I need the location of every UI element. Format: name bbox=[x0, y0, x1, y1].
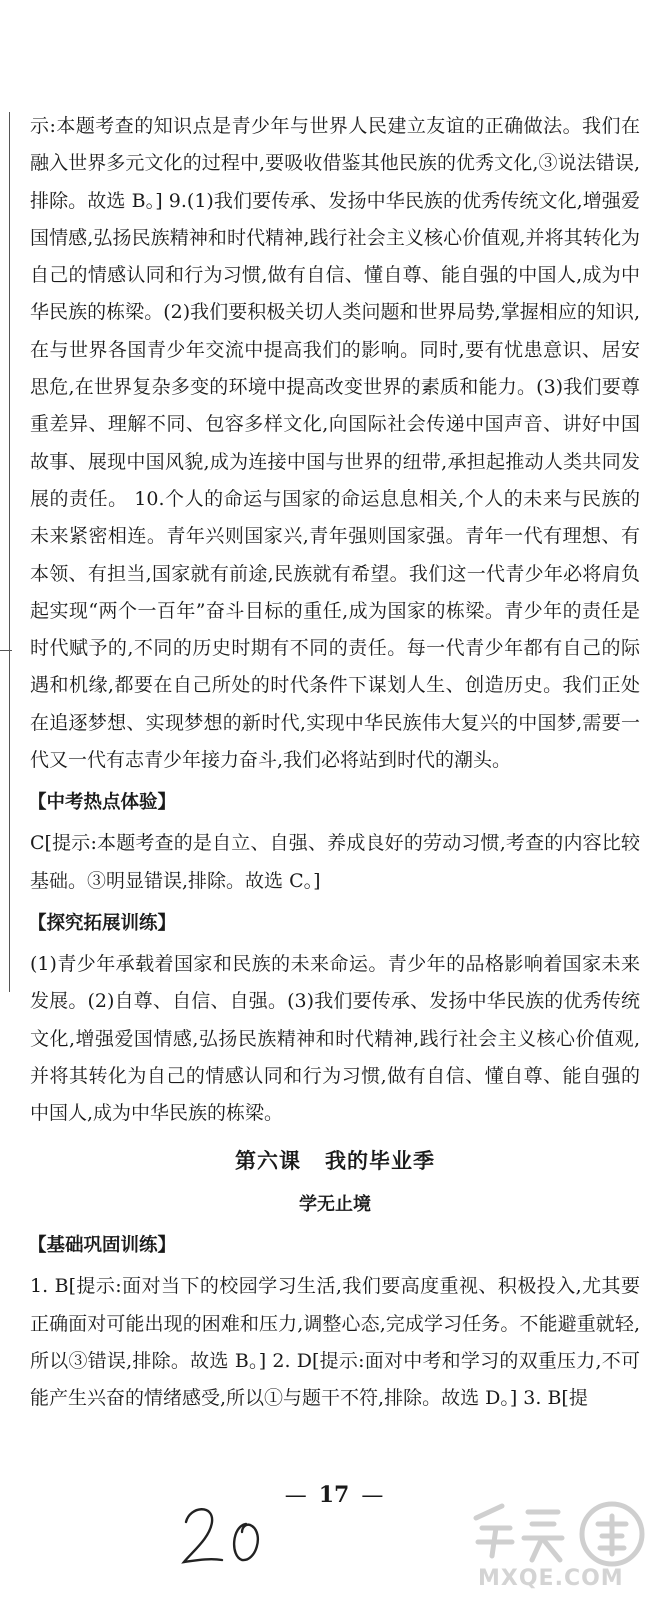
margin-tick bbox=[0, 650, 12, 651]
margin-rule bbox=[9, 112, 10, 992]
section-heading-basic: 【基础巩固训练】 bbox=[28, 1235, 177, 1257]
page-number-dash-left: — bbox=[284, 1483, 307, 1508]
section-heading-explore: 【探究拓展训练】 bbox=[28, 912, 177, 934]
page-number-value: 17 bbox=[318, 1482, 350, 1508]
section-heading-exam-label: 中考热点体验 bbox=[46, 792, 158, 814]
lesson-name: 我的毕业季 bbox=[325, 1149, 435, 1174]
section-explore-text: (1)青少年承载着国家和民族的未来命运。青少年的品格影响着国家未来发展。(2)自尊、自信、自强。(3)我们要传承、发扬中华民族的优秀传统文化,增强爱国情感,弘扬民族精神和时代精神,践行社会主义核心价值观,并将其转化为自己的情感认同和行为习惯,做有自信、懂自尊、能自强的中国人,成为中华民族的栋梁。 bbox=[30, 952, 640, 1125]
watermark-site: MXQE.COM bbox=[478, 1566, 624, 1591]
lesson-subtitle: 学无止境 bbox=[299, 1194, 371, 1216]
lesson-number: 第六课 bbox=[235, 1149, 301, 1174]
lesson-title bbox=[30, 1146, 640, 1176]
section-heading-exam: 【中考热点体验】 bbox=[28, 792, 177, 814]
section-heading-basic-label: 基础巩固训练 bbox=[46, 1235, 158, 1257]
page-number-dash-right: — bbox=[361, 1483, 384, 1508]
page-content bbox=[30, 108, 640, 1418]
section-heading-explore-label: 探究拓展训练 bbox=[46, 912, 158, 934]
section-basic-text: 1. B[提示:面对当下的校园学习生活,我们要高度重视、积极投入,尤其要正确面对可能出现的困难和压力,调整心态,完成学习任务。不能避重就轻,所以③错误,排除。故选 B。] 2. D[提示:面对中考和学习的双重压力,不可能产生兴奋的情绪感受,所以①与题干不符,排除。故选 D。] 3. B[提 bbox=[30, 1275, 640, 1410]
section-exam-text: C[提示:本题考查的是自立、自强、养成良好的劳动习惯,考查的内容比较基础。③明显错误,排除。故选 C。] bbox=[30, 832, 640, 892]
answer-paragraph: 示:本题考查的知识点是青少年与世界人民建立友谊的正确做法。我们在融入世界多元文化的过程中,要吸收借鉴其他民族的优秀文化,③说法错误,排除。故选 B。] 9.(1)我们要传承、发扬中华民族的优秀传统文化,增强爱国情感,弘扬民族精神和时代精神,践行社会主义核心价值观,并将其转化为自己的情感认同和行为习惯,做有自信、懂自尊、能自强的中国人,成为中华民族的栋梁。(2)我们要积极关切人类问题和世界局势,掌握相应的知识,在与世界各国青少年交流中提高我们的影响。同时,要有忧患意识、居安思危,在世界复杂多变的环境中提高改变世界的素质和能力。(3)我们要尊重差异、理解不同、包容多样文化,向国际社会传递中国声音、讲好中国故事、展现中国风貌,成为连接中国与世界的纽带,承担起推动人类共同发展的责任。 10.个人的命运与国家的命运息息相关,个人的未来与民族的未来紧密相连。青年兴则国家兴,青年强则国家强。青年一代有理想、有本领、有担当,国家就有前途,民族就有希望。我们这一代青少年必将肩负起实现“两个一百年”奋斗目标的重任,成为国家的栋梁。青少年的责任是时代赋予的,不同的历史时期有不同的责任。每一代青少年都有自己的际遇和机缘,都要在自己所处的时代条件下谋划人生、创造历史。我们正处在追逐梦想、实现梦想的新时代,实现中华民族伟大复兴的中国梦,需要一代又一代有志青少年接力奋斗,我们必将站到时代的潮头。 bbox=[30, 115, 640, 772]
handwritten-mark bbox=[180, 1500, 270, 1570]
